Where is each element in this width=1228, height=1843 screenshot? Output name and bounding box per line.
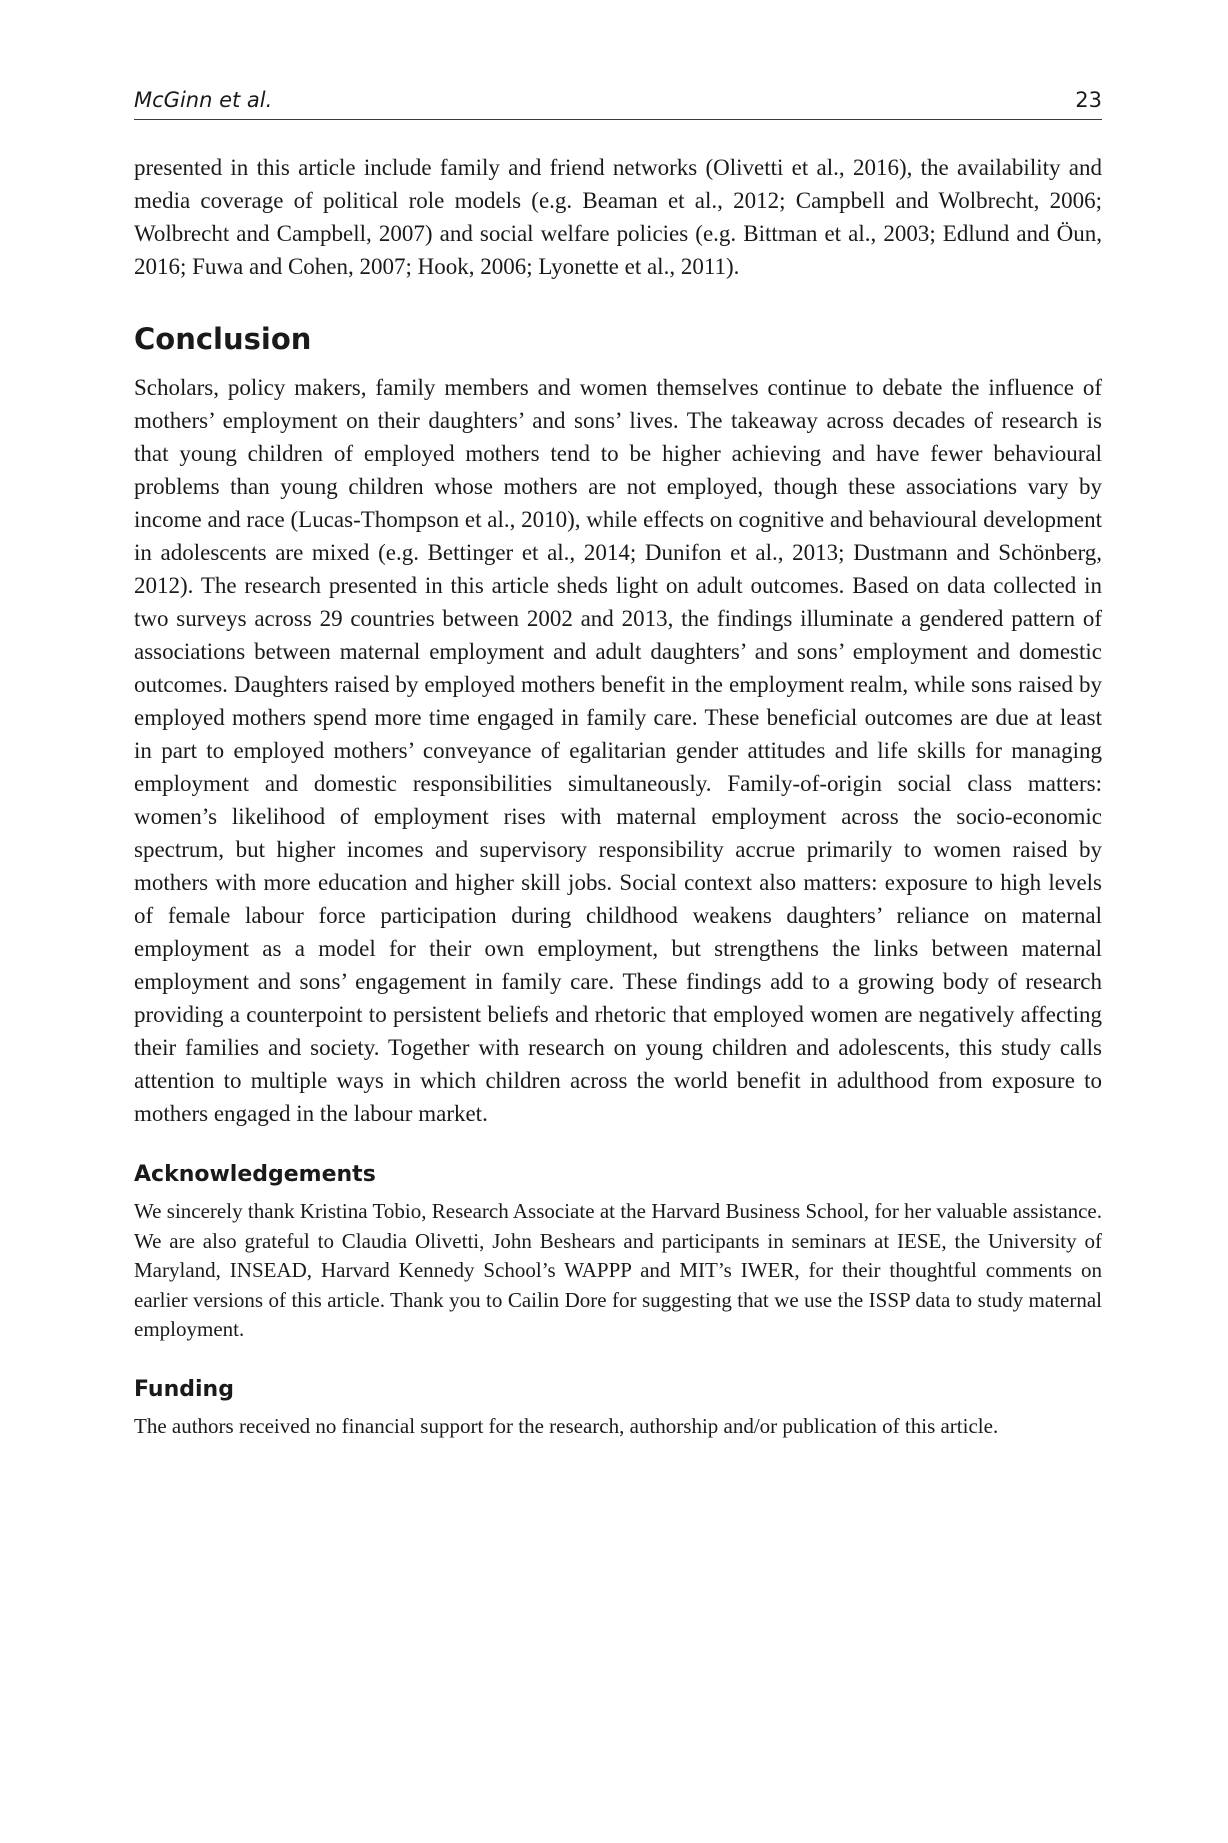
conclusion-paragraph: Scholars, policy makers, family members and women themselves continue to debate the influence of mothers’ employment on their daughters’ and sons’ lives. The takeaway across decades of research is that young children of employed mothers tend to be higher achieving and have fewer behavioural problems than young children whose mothers are not employed, though these associations vary by income and race (Lucas-Thompson et al., 2010), while effects on cognitive and behavioural development in adolescents are mixed (e.g. Bettinger et al., 2014; Dunifon et al., 2013; Dustmann and Schönberg, 2012). The research presented in this article sheds light on adult outcomes. Based on data collected in two surveys across 29 countries between 2002 and 2013, the findings illuminate a gendered pattern of associations between maternal employment and adult daughters’ and sons’ employment and domestic outcomes. Daughters raised by employed mothers benefit in the employment realm, while sons raised by employed mothers spend more time engaged in family care. These beneficial outcomes are due at least in part to employed mothers’ conveyance of egalitarian gender attitudes and life skills for managing employment and domestic responsibilities simultaneously. Family-of-origin social class matters: women’s likelihood of employment rises with maternal employment across the socio-economic spectrum, but higher incomes and supervisory responsibility accrue primarily to women raised by mothers with more education and higher skill jobs. Social context also matters: exposure to high levels of female labour force participation during childhood weakens daughters’ reliance on maternal employment as a model for their own employment, but strengthens the links between maternal employment and sons’ engagement in family care. These findings add to a growing body of research providing a counterpoint to persistent beliefs and rhetoric that employed women are negatively affecting their families and society. Together with research on young children and adolescents, this study calls attention to multiple ways in which children across the world benefit in adulthood from exposure to mothers engaged in the labour market. (134, 375, 1102, 1126)
funding-paragraph: The authors received no financial support for the research, authorship and/or publication of this article. (134, 1413, 999, 1438)
acknowledgements-heading: Acknowledgements (134, 1162, 376, 1187)
running-header (134, 88, 1102, 120)
continued-paragraph: presented in this article include family and friend networks (Olivetti et al., 2016), the availability and media coverage of political role models (e.g. Beaman et al., 2012; Campbell and Wolbrecht, 2006; Wolbrecht and Campbell, 2007) and social welfare policies (e.g. Bittman et al., 2003; Edlund and Öun, 2016; Fuwa and Cohen, 2007; Hook, 2006; Lyonette et al., 2011). (134, 155, 1102, 279)
running-head-authors: McGinn et al. (134, 88, 273, 112)
funding-heading: Funding (134, 1376, 234, 1402)
conclusion-heading: Conclusion (134, 322, 312, 356)
article-page (134, 88, 1102, 1441)
acknowledgements-paragraph: We sincerely thank Kristina Tobio, Research Associate at the Harvard Business School, for her valuable assistance. We are also grateful to Claudia Olivetti, John Beshears and participants in seminars at IESE, the University of Maryland, INSEAD, Harvard Kennedy School’s WAPPP and MIT’s IWER, for their thoughtful comments on earlier versions of this article. Thank you to Cailin Dore for suggesting that we use the ISSP data to study maternal employment. (134, 1199, 1102, 1341)
page-number: 23 (1075, 88, 1102, 112)
